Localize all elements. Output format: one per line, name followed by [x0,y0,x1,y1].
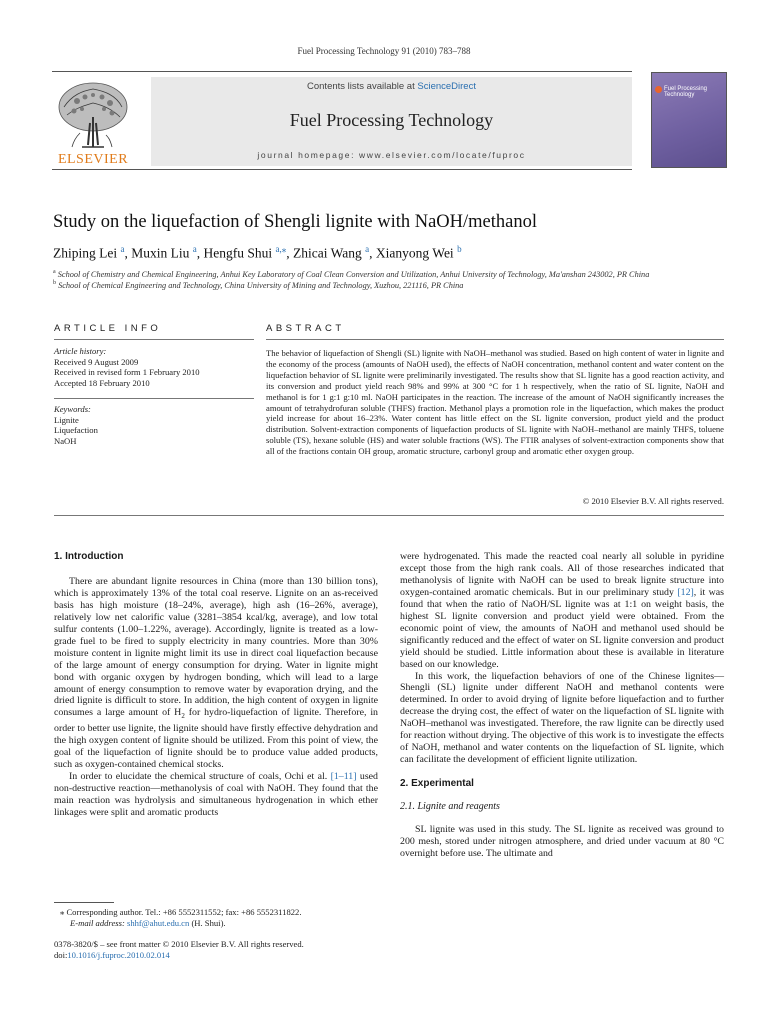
issn-line: 0378-3820/$ – see front matter © 2010 Elsevier B.V. All rights reserved. [54,939,304,949]
history-label: Article history: [54,346,107,356]
corresponding-author-note: ⁎ Corresponding author. Tel.: +86 5552311552; fax: +86 5552311822. [60,907,302,917]
section-heading-experimental: 2. Experimental [400,778,474,790]
contents-prefix: Contents lists available at [307,81,418,92]
author-list: Zhiping Lei $^a$, Muxin Liu $^a$, Hengfu Shui $^{a,⁎}$, Zhicai Wang $^a$, Xianyong Wei $^b$ [53,244,462,261]
article-info-rule [54,339,254,340]
affiliation-sup: b [53,280,56,286]
author-name[interactable]: Muxin Liu [131,245,190,261]
email-link[interactable]: shhf@ahut.edu.cn [126,918,190,928]
doi-link[interactable]: 10.1016/j.fuproc.2010.02.014 [67,950,170,960]
keywords-block [54,404,254,446]
paragraph: In this work, the liquefaction behaviors of one of the Chinese lignites—Shengli (SL) lignite under different NaOH and methanol contents were determined. In order to avoid drying of lignite before liquefaction and to further decrease the drying cost, the effect of water on the liquefaction of SL lignite with NaOH–methanol was investigated. Therefore, the raw lignite can be directly used for reaction without drying. The objective of this work is to investigate the effects of NaOH, methanol and water contents on the liquefaction of SL lignite, which can facilitate the development of efficient lignite utilization. [400,670,724,766]
journal-title: Fuel Processing Technology [289,110,494,130]
paragraph: SL lignite was used in this study. The SL lignite as received was ground to 200 mesh, stored under nitrogen atmosphere, and dried under vacuum at 80 °C overnight before use. The ultimate and [400,824,724,859]
article-history [54,346,254,388]
journal-homepage[interactable]: journal homepage: www.elsevier.com/locate/fuproc [257,150,526,160]
header-rule-top [52,71,632,72]
keyword: Lignite [54,414,79,425]
history-revised: Received in revised form 1 February 2010 [54,367,200,378]
paragraph: In order to elucidate the chemical structure of coals, Ochi et al. [1–11] used non-destructive reaction—methanolysis of coal with NaOH. They found that the main reaction was hydrolysis and simultaneous hydrogenation in which ether linkages were split and aromatic products [54,771,378,819]
article-info-heading: ARTICLE INFO [54,323,162,334]
abstract-rule [266,339,724,340]
abstract-heading: ABSTRACT [266,323,345,334]
citation-link[interactable]: [12] [677,586,694,598]
article-title: Study on the liquefaction of Shengli lignite with NaOH/methanol [53,212,538,232]
journal-reference: Fuel Processing Technology 91 (2010) 783–788 [297,46,471,56]
keyword: Liquefaction [54,425,98,436]
header-rule-bottom [52,169,632,170]
elsevier-wordmark: ELSEVIER [57,152,129,167]
affiliation-b [53,280,463,290]
contents-line [151,81,632,92]
author-affil-sup[interactable]: a [192,244,197,254]
doi-line: doi:10.1016/j.fuproc.2010.02.014 [54,950,170,960]
abstract-text: The behavior of liquefaction of Shengli (SL) lignite with NaOH–methanol was studied. Based on high content of water in lignite and the economy of the process (amounts of NaOH used), the effects of NaOH concentration, methanol content and water content on the liquefaction behavior of SL lignite were preliminarily investigated. The results show that SL lignite has a good reaction activity, and its conversion and product yield reach 98% and 99% at 300 °C for 1 h respectively, when the ratio of SL lignite, NaOH and methanol is for 1 g:1 g:10 ml. NaOH participates in the reaction. The increase of the amount of NaOH significantly increases the amount of tetrahydrofuran soluble (THFS) fraction. Methanol plays a promotion role in the liquefaction, which makes the product yield increase for about 16–23%. Water content has little effect on the SL lignite conversion, product yield and the product distribution. Solvent-extraction components of liquefaction products of SL lignite with NaOH–methanol are mainly THFS, toluene soluble (TS), hexane soluble (HS) and water soluble fractions (WS). The FTIR analyses of solvent-extraction components show that all of the fractions contain OH group, aromatic structure, carbonyl group and aromatic ether oxygen group. [266,348,724,457]
body-left-column [54,551,378,819]
author-affil-sup[interactable]: a [120,244,125,254]
author-name[interactable]: Hengfu Shui [203,245,273,261]
cover-title: Fuel Processing Technology [664,86,708,98]
paragraph: were hydrogenated. This made the reacted coal nearly all soluble in pyridine except those from the high rank coals. All of those researches indicated that methanolysis of lignite with NaOH can be used to break lignite structure into oxygen-contained aromatic chemicals. But in our preliminary study [12], it was found that when the ratio of NaOH/SL lignite was at 1:1 on weight basis, the highest SL lignite conversion and product yield were obtained. From the economic point of view, the amounts of NaOH and methanol used should be significantly reduced and the effect of water on SL lignite conversion and product yield should be studied. Little information about these is available in literature based on our knowledge. [400,551,724,670]
author-affil-sup[interactable]: a [365,244,370,254]
sciencedirect-link[interactable]: ScienceDirect [417,81,476,92]
author-name[interactable]: Zhiping Lei [53,245,118,261]
affiliation-a [53,269,649,279]
subsection-heading: 2.1. Lignite and reagents [400,801,500,813]
front-matter-rule [54,515,724,516]
footnote-rule [54,902,114,903]
history-received: Received 9 August 2009 [54,356,139,367]
affiliation-sup: a [53,269,56,275]
paragraph: There are abundant lignite resources in China (more than 130 billion tons), which is approximately 13% of the total coal reserve. Lignite on an as-received basis has high moisture (18–24%, average), high ash (16–26%, average), relatively low net calorific value (3281–3854 kcal/kg, average), and low total sulfur contents (1.00–1.22%, average). Accordingly, lignite is treated as a low-grade fuel to be fired to supply electricity in many countries. More than 30% moisture content in lignite might limit its use in direct coal liquefaction because of the large amount of energy consumption for drying. Water in lignite might bond with organic oxygen by hydrogen bonding, which will lead to a large amount of energy consumption to remove water by evaporation drying, and the dried lignite is difficult to store. In addition, the high content of oxygen in lignite consumes a large amount of $H_2$ for hydro-liquefaction of lignite. Therefore, in order to better use lignite, the lignite should have firstly effective dehydration and the high oxygen content of lignite should be utilized. From this point of view, the goal of the liquefaction of lignite should be to produce value added products, such as oxygen-contained chemical stocks. [54,575,378,771]
keywords-rule [54,398,254,399]
section-heading-introduction: 1. Introduction [54,551,124,562]
email-note: E-mail address: shhf@ahut.edu.cn (H. Shui). [70,918,226,928]
abstract-copyright: © 2010 Elsevier B.V. All rights reserved. [582,496,724,506]
citation-link[interactable]: [1–11] [330,771,357,783]
affiliation-text: School of Chemistry and Chemical Engineering, Anhui Key Laboratory of Coal Clean Conversion and Utilization, Anhui University of Technology, Ma'anshan 243002, PR China [57,269,650,279]
author-affil-sup[interactable]: a,⁎ [275,244,287,254]
history-accepted: Accepted 18 February 2010 [54,377,150,388]
body-right-column [400,551,724,860]
author-affil-sup[interactable]: b [457,244,462,254]
author-name[interactable]: Xianyong Wei [375,245,454,261]
author-name[interactable]: Zhicai Wang [293,245,362,261]
cover-logo-icon [655,86,662,93]
keyword: NaOH [54,435,77,446]
keywords-label: Keywords: [54,404,91,414]
affiliation-text: School of Chemical Engineering and Technology, China University of Mining and Technology, Xuzhou, 221116, PR China [58,280,464,290]
